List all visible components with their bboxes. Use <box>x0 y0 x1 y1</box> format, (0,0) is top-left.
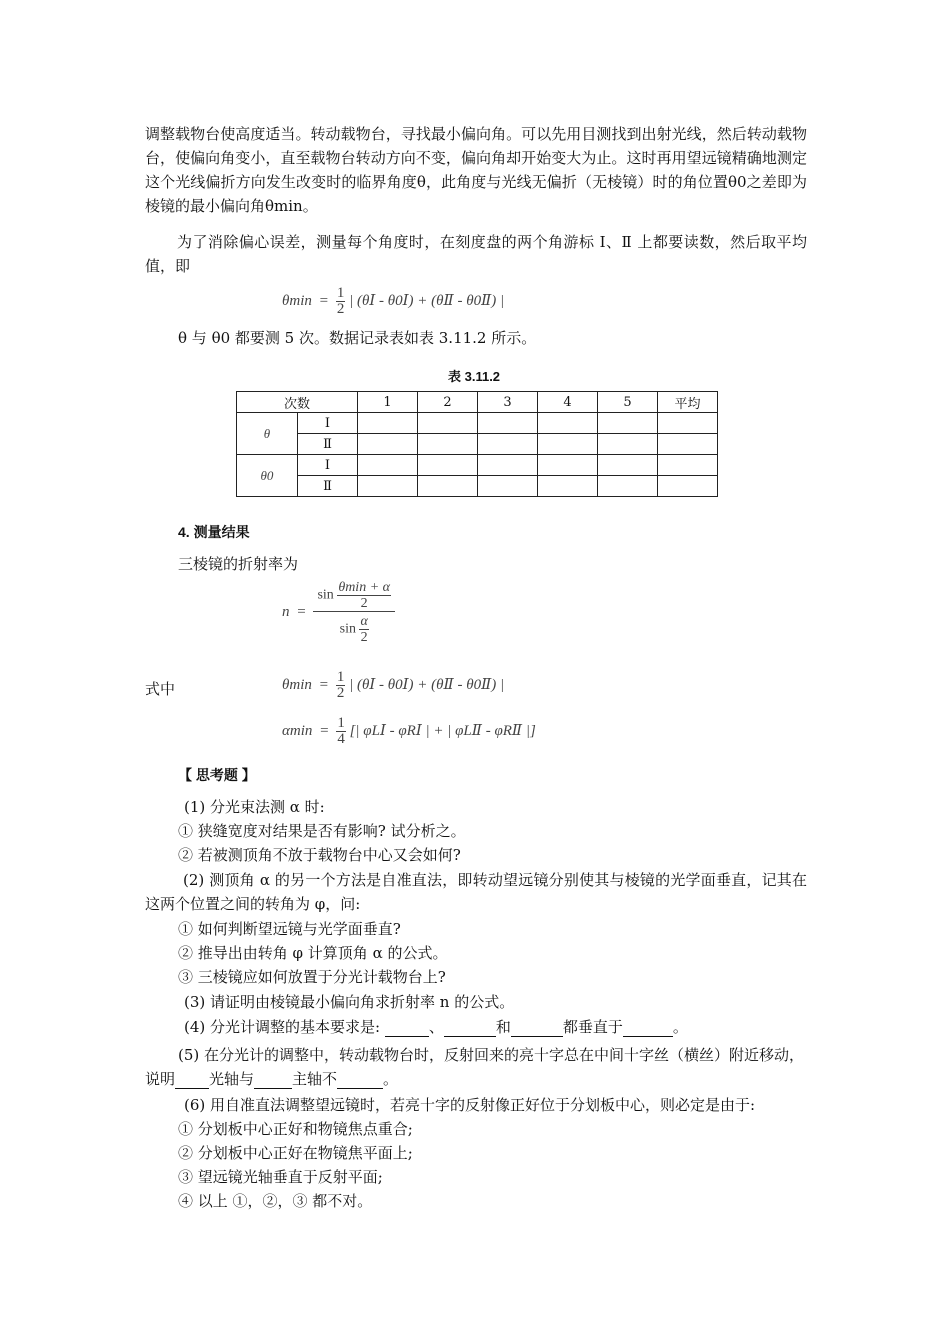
question-5-line1: (5) 在分光计的调整中，转动载物台时，反射回来的亮十字总在中间十字丝（横丝）附近移动， <box>178 1046 805 1064</box>
question-2a: ① 如何判断望远镜与光学面垂直? <box>178 920 401 938</box>
formula-theta-min <box>282 286 504 317</box>
question-6: (6) 用自准直法调整望远镜时，若亮十字的反射像正好位于分划板中心，则必定是由于: <box>184 1096 756 1114</box>
question-6d: ④ 以上 ①，②，③ 都不对。 <box>178 1192 373 1210</box>
formula-refractive-index <box>282 580 395 645</box>
eccentricity-paragraph: 为了消除偏心误差，测量每个角度时，在刻度盘的两个角游标 Ⅰ、Ⅱ 上都要读数，然后取平均值，即 <box>145 233 807 275</box>
result-intro: 三棱镜的折射率为 <box>178 555 299 573</box>
formula2-frac: $\frac{1}{2}$ <box>336 669 345 701</box>
answer-blank[interactable] <box>511 1022 563 1037</box>
header-col: 4 <box>538 392 598 413</box>
row-group-label: θ0 <box>237 455 298 497</box>
where-label: 式中 <box>145 680 176 698</box>
formula1-eq: = <box>319 292 329 309</box>
header-count: 次数 <box>237 392 358 413</box>
question-1: (1) 分光束法测 α 时: <box>184 798 325 816</box>
intro-paragraph: 调整载物台使高度适当。转动载物台，寻找最小偏向角。可以先用目测找到出射光线，然后转动载物台，使偏向角变小，直至载物台转动方向不变，偏向角却开始变大为止。这时再用望远镜精确地测定这个光线偏折方向发生改变时的临界角度θ，此角度与光线无偏折（无棱镜）时的角位置θ0之差即为棱镜的最小偏向角θmin。 <box>145 125 807 215</box>
header-col: 1 <box>358 392 418 413</box>
formula1-frac: $\frac{1}{2}$ <box>336 285 345 317</box>
answer-blank[interactable] <box>337 1074 383 1089</box>
formula3-eq: = <box>320 722 329 739</box>
header-col: 3 <box>478 392 538 413</box>
formula-n-eq: = <box>297 604 306 620</box>
measure-note: θ 与 θ0 都要测 5 次。数据记录表如表 3.11.2 所示。 <box>178 329 537 347</box>
question-5-line2: 说明 光轴与 主轴不 。 <box>145 1070 399 1088</box>
section-title: 4. 测量结果 <box>178 524 250 540</box>
formula1-lhs: θmin <box>282 292 312 309</box>
question-2c: ③ 三棱镜应如何放置于分光计载物台上? <box>178 968 446 986</box>
answer-blank[interactable] <box>623 1022 673 1037</box>
answer-blank[interactable] <box>385 1022 429 1037</box>
think-title: 【 思考题 】 <box>178 767 256 783</box>
formula2-body: | (θⅠ - θ0Ⅰ) + (θⅡ - θ0Ⅱ) | <box>349 676 505 693</box>
question-6a: ① 分划板中心正好和物镜焦点重合; <box>178 1120 413 1138</box>
question-2: (2) 测顶角 α 的另一个方法是自准直法，即转动望远镜分别使其与棱镜的光学面垂直，记其在这两个位置之间的转角为 φ，问: <box>145 871 807 913</box>
data-table <box>236 391 718 497</box>
formula-theta-avg <box>282 670 504 701</box>
formula2-lhs: θmin <box>282 676 312 693</box>
formula1-body: | (θⅠ - θ0Ⅰ) + (θⅡ - θ0Ⅱ) | <box>349 292 505 309</box>
row-group-label: θ <box>237 413 298 455</box>
question-6c: ③ 望远镜光轴垂直于反射平面; <box>178 1168 383 1186</box>
question-4: (4) 分光计调整的基本要求是: 、 和 都垂直于 。 <box>184 1018 688 1036</box>
formula-alpha-avg <box>282 716 536 747</box>
answer-blank[interactable] <box>254 1074 292 1089</box>
question-3: (3) 请证明由棱镜最小偏向角求折射率 n 的公式。 <box>184 993 515 1011</box>
row-sub-label: Ⅱ <box>298 476 358 497</box>
question-1b: ② 若被测顶角不放于载物台中心又会如何? <box>178 846 461 864</box>
formula3-frac: $\frac{1}{4}$ <box>337 715 345 747</box>
row-sub-label: Ⅰ <box>298 413 358 434</box>
row-sub-label: Ⅱ <box>298 434 358 455</box>
header-col: 5 <box>598 392 658 413</box>
question-2b: ② 推导出由转角 φ 计算顶角 α 的公式。 <box>178 944 448 962</box>
formula3-body: [| φLⅠ - φRⅠ | + | φLⅡ - φRⅡ |] <box>349 722 536 739</box>
formula-n-frac: sin $\frac{\theta\min + \alpha}{2}$ sin $\frac{\alpha}{2}$ <box>313 580 395 645</box>
answer-blank[interactable] <box>444 1022 496 1037</box>
header-average: 平均 <box>658 392 718 413</box>
table-caption: 表 3.11.2 <box>448 369 501 384</box>
question-1a: ① 狭缝宽度对结果是否有影响? 试分析之。 <box>178 822 466 840</box>
formula3-lhs: αmin <box>282 722 313 739</box>
row-sub-label: Ⅰ <box>298 455 358 476</box>
header-col: 2 <box>418 392 478 413</box>
question-6b: ② 分划板中心正好在物镜焦平面上; <box>178 1144 413 1162</box>
formula-n-lhs: n <box>282 604 290 620</box>
formula2-eq: = <box>319 676 329 693</box>
answer-blank[interactable] <box>175 1074 209 1089</box>
